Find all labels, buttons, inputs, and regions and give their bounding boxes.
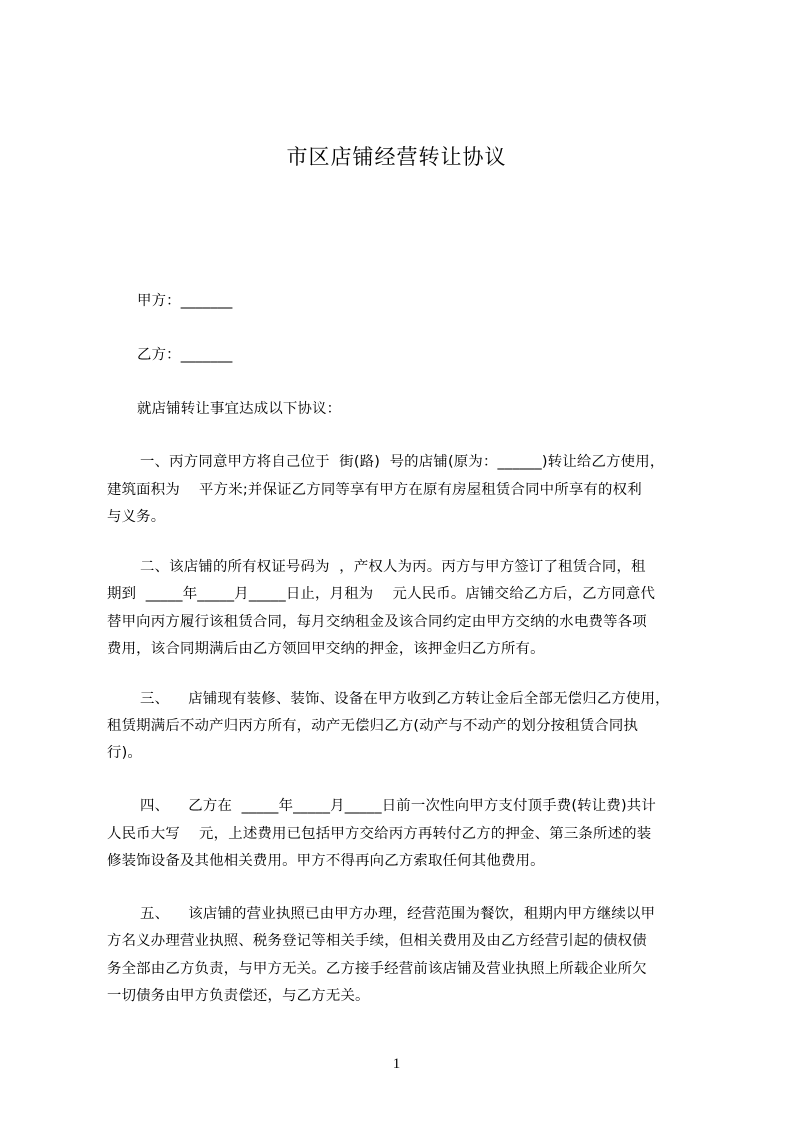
clause-line: 一、丙方同意甲方将自己位于 街(路) 号的店铺(原为：______)转让给乙方使用， [140, 454, 665, 470]
clause-line: 期到 _____年_____月_____日止，月租为 元人民币。店铺交给乙方后，乙方同意代 [107, 586, 656, 602]
clause-line: 行)。 [107, 745, 142, 761]
clause-line: 三、 店铺现有装修、装饰、设备在甲方收到乙方转让金后全部无偿归乙方使用， [140, 691, 670, 707]
clause-line: 一切债务由甲方负责偿还，与乙方无关。 [107, 988, 370, 1004]
clause-line: 与义务。 [107, 509, 166, 525]
clause-line: 替甲向丙方履行该租赁合同，每月交纳租金及该合同约定由甲方交纳的水电费等各项 [107, 614, 647, 630]
clause-line: 租赁期满后不动产归丙方所有，动产无偿归乙方(动产与不动产的划分按租赁合同执 [107, 718, 639, 734]
clause-line: 建筑面积为 平方米;并保证乙方同等享有甲方在原有房屋租赁合同中所享有的权利 [107, 482, 642, 498]
clause-line: 五、 该店铺的营业执照已由甲方办理，经营范围为餐饮，租期内甲方继续以甲 [140, 906, 656, 922]
clause-line: 修装饰设备及其他相关费用。甲方不得再向乙方索取任何其他费用。 [107, 853, 545, 869]
intro-line: 就店铺转让事宜达成以下协议： [137, 401, 342, 417]
clause-line: 务全部由乙方负责，与甲方无关。乙方接手经营前该店铺及营业执照上所载企业所欠 [107, 961, 647, 977]
clause-line: 二、该店铺的所有权证号码为 ，产权人为丙。丙方与甲方签订了租赁合同，租 [140, 559, 646, 575]
document-title: 市区店铺经营转让协议 [286, 145, 507, 169]
clause-line: 方名义办理营业执照、税务登记等相关手续，但相关费用及由乙方经营引起的债权债 [107, 933, 647, 949]
clause-line: 费用，该合同期满后由乙方领回甲交纳的押金，该押金归乙方所有。 [107, 641, 545, 657]
page-number: 1 [392, 1056, 401, 1072]
clause-line: 四、 乙方在 _____年_____月_____日前一次性向甲方支付顶手费(转让费)共计 [140, 798, 656, 814]
clause-line: 人民币大写 元，上述费用已包括甲方交给丙方再转付乙方的押金、第三条所述的装 [107, 826, 652, 842]
party-a-line: 甲方：_______ [137, 293, 233, 309]
party-b-line: 乙方：_______ [137, 347, 233, 363]
